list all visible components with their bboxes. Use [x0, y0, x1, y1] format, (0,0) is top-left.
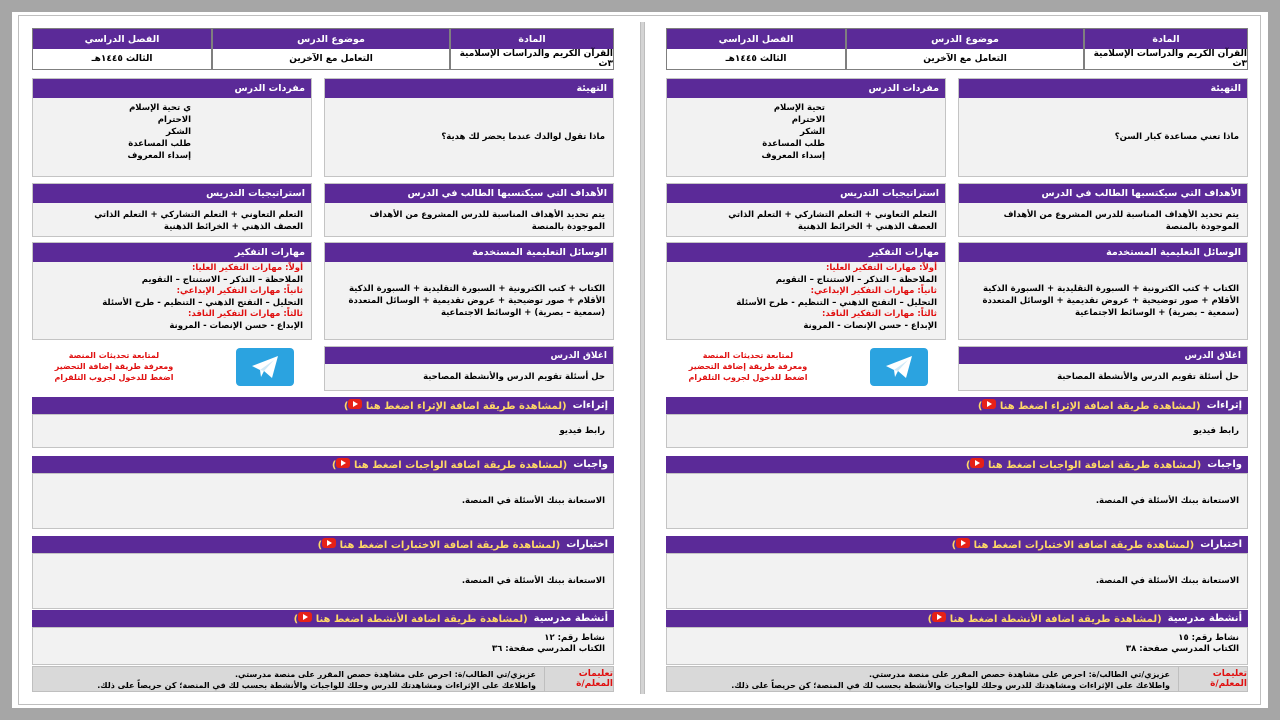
- teacher-notes-label: تعليمات المعلم/ة: [1178, 666, 1248, 692]
- youtube-icon: [956, 538, 970, 548]
- vocab-item: طلب المساعدة: [128, 139, 191, 149]
- vocab-item: تحية الإسلام: [773, 103, 825, 113]
- skills-l1: أولاً: مهارات التفكير العليا:: [191, 263, 303, 273]
- enrich-link[interactable]: [978, 399, 1201, 412]
- activities-title: أنشطة مدرسية: [533, 613, 608, 624]
- homework-title: واجبات: [1207, 459, 1242, 470]
- goals-box: [958, 183, 1248, 237]
- intro-text: ماذا تعني مساعدة كبار السن؟: [1114, 132, 1239, 142]
- topic-column: [846, 28, 1084, 70]
- term-label: الفصل الدراسي: [33, 29, 211, 49]
- telegram-line3: اضغط للدخول لجروب التلقرام: [688, 373, 808, 382]
- topic-value: التعامل مع الآخرين: [847, 49, 1083, 69]
- homework-text: الاستعانة ببنك الأسئلة في المنصة.: [32, 473, 614, 529]
- activities-link-text: (لمشاهدة طريقة اضافة الأنشطة اضغط هنا: [949, 614, 1162, 625]
- strategies-box: [666, 183, 946, 237]
- vocab-item: الاحترام: [157, 115, 191, 125]
- closing-title: اغلاق الدرس: [959, 347, 1247, 364]
- vocab-box: [32, 78, 312, 177]
- tools-box: [324, 242, 614, 340]
- skills-l3: ثالثاً: مهارات التفكير الناقد:: [822, 309, 937, 319]
- youtube-icon: [298, 612, 312, 622]
- tools-title: الوسائل التعليمية المستخدمة: [325, 243, 613, 262]
- enrich-link-close: ): [977, 401, 983, 412]
- enrich-text[interactable]: رابط فيديو: [666, 414, 1248, 448]
- goals-text: يتم تحديد الأهداف المناسبة للدرس المشروع من الأهداف الموجودة بالمنصة: [369, 210, 605, 232]
- skills-l2-value: التحليل – التفتح الذهني – التنظيم - طرح الأسئلة: [736, 297, 937, 308]
- activities-link-close: ): [293, 614, 299, 625]
- activity-number: نشاط رقم: ١٥: [1178, 633, 1239, 643]
- homework-section: [666, 456, 1248, 529]
- header-table: [32, 28, 614, 70]
- youtube-icon: [982, 399, 996, 409]
- strategies-title: استراتيجيات التدريس: [33, 184, 311, 203]
- vocab-item: الشكر: [166, 127, 191, 137]
- goals-title: الأهداف التي سيكتسبها الطالب في الدرس: [959, 184, 1247, 203]
- skills-l1-value: الملاحظة – التذكر – الاستنتاج – التقويم: [775, 274, 937, 285]
- homework-title: واجبات: [573, 459, 608, 470]
- header-table: [666, 28, 1248, 70]
- youtube-icon: [970, 458, 984, 468]
- enrich-link[interactable]: [344, 399, 567, 412]
- closing-title: اغلاق الدرس: [325, 347, 613, 364]
- activity-page: الكتاب المدرسي صفحة: ٣٦: [491, 644, 605, 654]
- telegram-line1: لمتابعة تحديثات المنصة: [702, 351, 794, 360]
- activities-bar: [666, 610, 1248, 627]
- intro-title: التهيئة: [325, 79, 613, 98]
- intro-text: ماذا تقول لوالدك عندما يحضر لك هدية؟: [441, 132, 605, 142]
- tests-bar: [666, 536, 1248, 553]
- strategies-text: التعلم التعاوني + التعلم التشاركي + التعلم الذاتي العصف الذهني + الخرائط الذهنية: [728, 210, 937, 232]
- teacher-notes-text: [32, 666, 544, 692]
- closing-box: [958, 346, 1248, 391]
- term-column: [666, 28, 846, 70]
- activities-bar: [32, 610, 614, 627]
- vocab-item: الشكر: [800, 127, 825, 137]
- homework-bar: [666, 456, 1248, 473]
- skills-body: [33, 262, 311, 335]
- telegram-line3: اضغط للدخول لجروب التلقرام: [54, 373, 174, 382]
- teacher-notes-line2: واطلاعك على الإثراءات ومشاهدتك للدرس وحلك للواجبات والأنشطة بحسب لك في المنصة؛ كن حريصاً على ذلك.: [97, 681, 536, 690]
- intro-title: التهيئة: [959, 79, 1247, 98]
- tests-link-text: (لمشاهدة طريقة اضافة الاختبارات اضغط هنا: [339, 540, 561, 551]
- vocab-list: [667, 98, 945, 165]
- telegram-icon: [884, 354, 914, 380]
- tests-link-close: ): [317, 540, 323, 551]
- homework-link[interactable]: [332, 458, 567, 471]
- teacher-notes-line1: عزيزي/تي الطالب/ة: احرص على مشاهدة حصص المقرر على منصة مدرستي.: [235, 670, 536, 679]
- youtube-icon: [336, 458, 350, 468]
- enrich-link-text: (لمشاهدة طريقة اضافة الإثراء اضغط هنا: [999, 401, 1201, 412]
- activities-title: أنشطة مدرسية: [1167, 613, 1242, 624]
- enrich-section: [32, 397, 614, 448]
- goals-text: يتم تحديد الأهداف المناسبة للدرس المشروع من الأهداف الموجودة بالمنصة: [1003, 210, 1239, 232]
- tests-text: الاستعانة ببنك الأسئلة في المنصة.: [32, 553, 614, 609]
- telegram-line2: ومعرفة طريقة إضافة التحضير: [54, 362, 174, 371]
- teacher-notes-line2: واطلاعك على الإثراءات ومشاهدتك للدرس وحلك للواجبات والأنشطة بحسب لك في المنصة؛ كن حريصاً على ذلك.: [731, 681, 1170, 690]
- homework-bar: [32, 456, 614, 473]
- topic-label: موضوع الدرس: [847, 29, 1083, 49]
- skills-box: [32, 242, 312, 340]
- enrich-text[interactable]: رابط فيديو: [32, 414, 614, 448]
- telegram-icon: [250, 354, 280, 380]
- telegram-link-text[interactable]: [688, 350, 808, 383]
- vocab-item: ي تحية الإسلام: [129, 103, 191, 113]
- enrich-bar: [666, 397, 1248, 414]
- subject-value: القرآن الكريم والدراسات الإسلامية ٣ث: [451, 49, 613, 69]
- activity-number: نشاط رقم: ١٢: [544, 633, 605, 643]
- youtube-icon: [932, 612, 946, 622]
- activities-body: [666, 627, 1248, 665]
- tools-box: [958, 242, 1248, 340]
- skills-l3: ثالثاً: مهارات التفكير الناقد:: [188, 309, 303, 319]
- teacher-notes-text: [666, 666, 1178, 692]
- topic-label: موضوع الدرس: [213, 29, 449, 49]
- topic-value: التعامل مع الآخرين: [213, 49, 449, 69]
- subject-label: المادة: [1085, 29, 1247, 49]
- lesson-plan-page: [32, 26, 614, 696]
- youtube-icon: [348, 399, 362, 409]
- tests-link[interactable]: [952, 538, 1195, 551]
- tests-link-text: (لمشاهدة طريقة اضافة الاختبارات اضغط هنا: [973, 540, 1195, 551]
- enrich-section: [666, 397, 1248, 448]
- vocab-box: [666, 78, 946, 177]
- tests-link-close: ): [951, 540, 957, 551]
- activities-link[interactable]: [928, 612, 1162, 625]
- homework-link[interactable]: [966, 458, 1201, 471]
- skills-l2: ثانياً: مهارات التفكير الإبداعي:: [176, 286, 303, 296]
- teacher-notes: [666, 666, 1248, 692]
- tests-link[interactable]: [318, 538, 561, 551]
- homework-link-close: ): [331, 460, 337, 471]
- teacher-notes-label: تعليمات المعلم/ة: [544, 666, 614, 692]
- homework-section: [32, 456, 614, 529]
- activity-page: الكتاب المدرسي صفحة: ٣٨: [1125, 644, 1239, 654]
- term-value: الثالث ١٤٤٥هـ: [667, 49, 845, 69]
- youtube-icon: [322, 538, 336, 548]
- enrich-title: إثراءات: [1206, 400, 1242, 411]
- skills-title: مهارات التفكير: [33, 243, 311, 262]
- activities-link[interactable]: [294, 612, 528, 625]
- skills-box: [666, 242, 946, 340]
- subject-label: المادة: [451, 29, 613, 49]
- closing-box: [324, 346, 614, 391]
- subject-value: القرآن الكريم والدراسات الإسلامية ٣ث: [1085, 49, 1247, 69]
- skills-body: [667, 262, 945, 335]
- teacher-notes-line1: عزيزي/تي الطالب/ة: احرص على مشاهدة حصص المقرر على منصة مدرستي.: [869, 670, 1170, 679]
- intro-box: [958, 78, 1248, 177]
- closing-text: حل أسئلة تقويم الدرس والأنشطة المصاحبة: [423, 372, 605, 382]
- skills-title: مهارات التفكير: [667, 243, 945, 262]
- activities-body: [32, 627, 614, 665]
- tests-title: اختبارات: [566, 539, 608, 550]
- enrich-link-text: (لمشاهدة طريقة اضافة الإثراء اضغط هنا: [365, 401, 567, 412]
- activities-section: [32, 610, 614, 665]
- tests-bar: [32, 536, 614, 553]
- strategies-box: [32, 183, 312, 237]
- vocab-title: مفردات الدرس: [33, 79, 311, 98]
- telegram-link-text[interactable]: [54, 350, 174, 383]
- term-label: الفصل الدراسي: [667, 29, 845, 49]
- homework-link-text: (لمشاهدة طريقة اضافة الواجبات اضغط هنا: [987, 460, 1202, 471]
- activities-section: [666, 610, 1248, 665]
- enrich-title: إثراءات: [572, 400, 608, 411]
- tests-title: اختبارات: [1200, 539, 1242, 550]
- tools-title: الوسائل التعليمية المستخدمة: [959, 243, 1247, 262]
- vocab-item: الاحترام: [791, 115, 825, 125]
- enrich-link-close: ): [343, 401, 349, 412]
- tests-section: [666, 536, 1248, 609]
- page-divider: [640, 22, 645, 694]
- topic-column: [212, 28, 450, 70]
- telegram-line1: لمتابعة تحديثات المنصة: [68, 351, 160, 360]
- homework-text: الاستعانة ببنك الأسئلة في المنصة.: [666, 473, 1248, 529]
- skills-l1: أولاً: مهارات التفكير العليا:: [825, 263, 937, 273]
- term-column: [32, 28, 212, 70]
- lesson-plan-page: [666, 26, 1248, 696]
- skills-l3-value: الإبداع - حسن الإنصات - المرونة: [169, 320, 303, 331]
- homework-link-text: (لمشاهدة طريقة اضافة الواجبات اضغط هنا: [353, 460, 568, 471]
- vocab-list: [33, 98, 311, 165]
- strategies-title: استراتيجيات التدريس: [667, 184, 945, 203]
- tests-section: [32, 536, 614, 609]
- homework-link-close: ): [965, 460, 971, 471]
- closing-text: حل أسئلة تقويم الدرس والأنشطة المصاحبة: [1057, 372, 1239, 382]
- subject-column: [1084, 28, 1248, 70]
- vocab-item: طلب المساعدة: [762, 139, 825, 149]
- term-value: الثالث ١٤٤٥هـ: [33, 49, 211, 69]
- skills-l3-value: الإبداع - حسن الإنصات - المرونة: [803, 320, 937, 331]
- tests-text: الاستعانة ببنك الأسئلة في المنصة.: [666, 553, 1248, 609]
- teacher-notes: [32, 666, 614, 692]
- skills-l2-value: التحليل – التفتح الذهني – التنظيم - طرح الأسئلة: [102, 297, 303, 308]
- goals-box: [324, 183, 614, 237]
- activities-link-text: (لمشاهدة طريقة اضافة الأنشطة اضغط هنا: [315, 614, 528, 625]
- skills-l2: ثانياً: مهارات التفكير الإبداعي:: [810, 286, 937, 296]
- tools-text: الكتاب + كتب الكترونية + السبورة التقليدية + السبورة الذكية الأقلام + صور توضيحية + عروض تقديمية + الوسائل المتعددة (سمعية – بصرية) + الوسائط الاجتماعية: [348, 283, 605, 318]
- subject-column: [450, 28, 614, 70]
- goals-title: الأهداف التي سيكتسبها الطالب في الدرس: [325, 184, 613, 203]
- telegram-button[interactable]: [870, 348, 928, 386]
- tools-text: الكتاب + كتب الكترونية + السبورة التقليدية + السبورة الذكية الأقلام + صور توضيحية + عروض تقديمية + الوسائل المتعددة (سمعية – بصرية) + الوسائط الاجتماعية: [982, 283, 1239, 318]
- vocab-item: إسداء المعروف: [761, 151, 825, 161]
- telegram-line2: ومعرفة طريقة إضافة التحضير: [688, 362, 808, 371]
- activities-link-close: ): [927, 614, 933, 625]
- vocab-title: مفردات الدرس: [667, 79, 945, 98]
- vocab-item: إسداء المعروف: [127, 151, 191, 161]
- strategies-text: التعلم التعاوني + التعلم التشاركي + التعلم الذاتي العصف الذهني + الخرائط الذهنية: [94, 210, 303, 232]
- telegram-button[interactable]: [236, 348, 294, 386]
- skills-l1-value: الملاحظة – التذكر – الاستنتاج – التقويم: [141, 274, 303, 285]
- enrich-bar: [32, 397, 614, 414]
- intro-box: [324, 78, 614, 177]
